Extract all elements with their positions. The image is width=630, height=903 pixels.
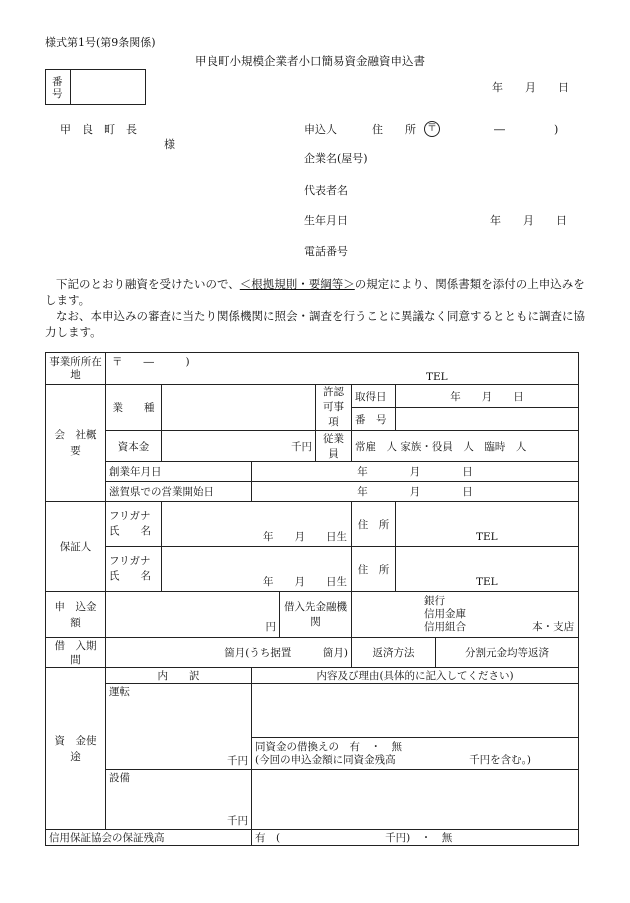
permit-number-input[interactable]	[396, 408, 579, 431]
phone-label: 電話番号	[304, 245, 348, 258]
equipment-reason-input[interactable]	[252, 770, 579, 830]
company-overview-label: 会 社概 要	[46, 385, 106, 502]
refinance-note: 同資金の借換えの 有 ・ 無 (今回の申込金額に同資金残高 千円を含む。)	[252, 738, 579, 770]
period-label: 借 入期 間	[46, 638, 106, 668]
birthdate-value: 年 月 日	[490, 214, 567, 227]
repay-value: 分割元金均等返済	[436, 638, 579, 668]
intro-paragraph-2: なお、本申込みの審査に当たり関係機関に照会・調査を行うことに異議なく同意するとともに調査に協力します。	[45, 309, 585, 339]
guarantor-1-address-input[interactable]: TEL	[396, 502, 579, 547]
acquired-date[interactable]: 年 月 日	[396, 385, 579, 408]
capital-input[interactable]: 千円	[162, 431, 316, 462]
shiga-start-label: 滋賀県での営業開始日	[106, 482, 252, 502]
birthdate-label: 生年月日	[304, 214, 348, 227]
equipment-input[interactable]: 設備 千円	[106, 770, 252, 830]
permit-label: 許認可事 項	[316, 385, 352, 431]
guarantor-2-name-input[interactable]: 年 月 日生	[162, 547, 352, 592]
representative-label: 代表者名	[304, 184, 348, 197]
shiga-start-date[interactable]: 年 月 日	[252, 482, 579, 502]
intro-paragraph-1: 下記のとおり融資を受けたいので、＜根拠規則・要綱等＞の規定により、関係書類を添付の上申込みをします。	[45, 277, 585, 307]
founded-label: 創業年月日	[106, 462, 252, 482]
guarantee-label: 信用保証協会の保証残高	[46, 830, 252, 846]
guarantor-1-name-label: フリガナ 氏 名	[106, 502, 162, 547]
postal-close: )	[554, 123, 559, 136]
lender-input[interactable]: 銀行 信用金庫 信用組合 本・支店	[352, 592, 579, 638]
guarantor-1-name-input[interactable]: 年 月 日生	[162, 502, 352, 547]
addressee-sama: 様	[164, 138, 175, 151]
applicant-heading: 申込人	[304, 123, 337, 136]
amount-input[interactable]: 円	[106, 592, 280, 638]
addressee-mayor: 甲 良 町 長	[60, 123, 137, 136]
use-col-detail: 内 訳	[106, 668, 252, 684]
employees-label: 従業員	[316, 431, 352, 462]
regulation-link: ＜根拠規則・要綱等＞	[239, 277, 355, 291]
form-title: 甲良町小規模企業者小口簡易資金融資申込書	[195, 54, 425, 68]
industry-label: 業 種	[106, 385, 162, 431]
number-label: 番号	[52, 76, 63, 100]
guarantor-2-name-label: フリガナ 氏 名	[106, 547, 162, 592]
office-row	[46, 353, 579, 385]
operating-input[interactable]: 運転 千円	[106, 684, 252, 770]
permit-number-label: 番 号	[352, 408, 396, 431]
founded-date[interactable]: 年 月 日	[252, 462, 579, 482]
amount-label: 申 込金 額	[46, 592, 106, 638]
lender-label: 借入先金融機関	[280, 592, 352, 638]
period-input[interactable]: 箇月(うち据置 箇月)	[106, 638, 352, 668]
employees-detail[interactable]: 常雇 人 家族・役員 人 臨時 人	[352, 431, 579, 462]
industry-input[interactable]	[162, 385, 316, 431]
application-table	[45, 352, 579, 846]
applicant-address-label: 住 所	[372, 123, 416, 136]
postal-mark-icon: 〒	[424, 121, 440, 137]
capital-label: 資本金	[106, 431, 162, 462]
guarantor-label: 保証人	[46, 502, 106, 592]
form-number: 様式第1号(第9条関係)	[45, 36, 156, 49]
guarantor-2-address-input[interactable]: TEL	[396, 547, 579, 592]
guarantee-value[interactable]: 有 ( 千円) ・ 無	[252, 830, 579, 846]
postal-dash: ―	[494, 123, 505, 136]
repay-label: 返済方法	[352, 638, 436, 668]
acquired-label: 取得日	[352, 385, 396, 408]
guarantor-2-address-label: 住 所	[352, 547, 396, 592]
office-address-input[interactable]: 〒 ― ) TEL	[106, 353, 579, 385]
number-input[interactable]	[71, 70, 145, 104]
use-col-reason: 内容及び理由(具体的に記入してください)	[252, 668, 579, 684]
number-box	[45, 69, 146, 105]
application-date: 年 月 日	[492, 81, 569, 94]
operating-reason-input[interactable]	[252, 684, 579, 738]
use-label: 資 金使 途	[46, 668, 106, 830]
guarantor-1-address-label: 住 所	[352, 502, 396, 547]
office-label: 事業所所在地	[46, 353, 106, 385]
company-name-label: 企業名(屋号)	[304, 152, 368, 165]
